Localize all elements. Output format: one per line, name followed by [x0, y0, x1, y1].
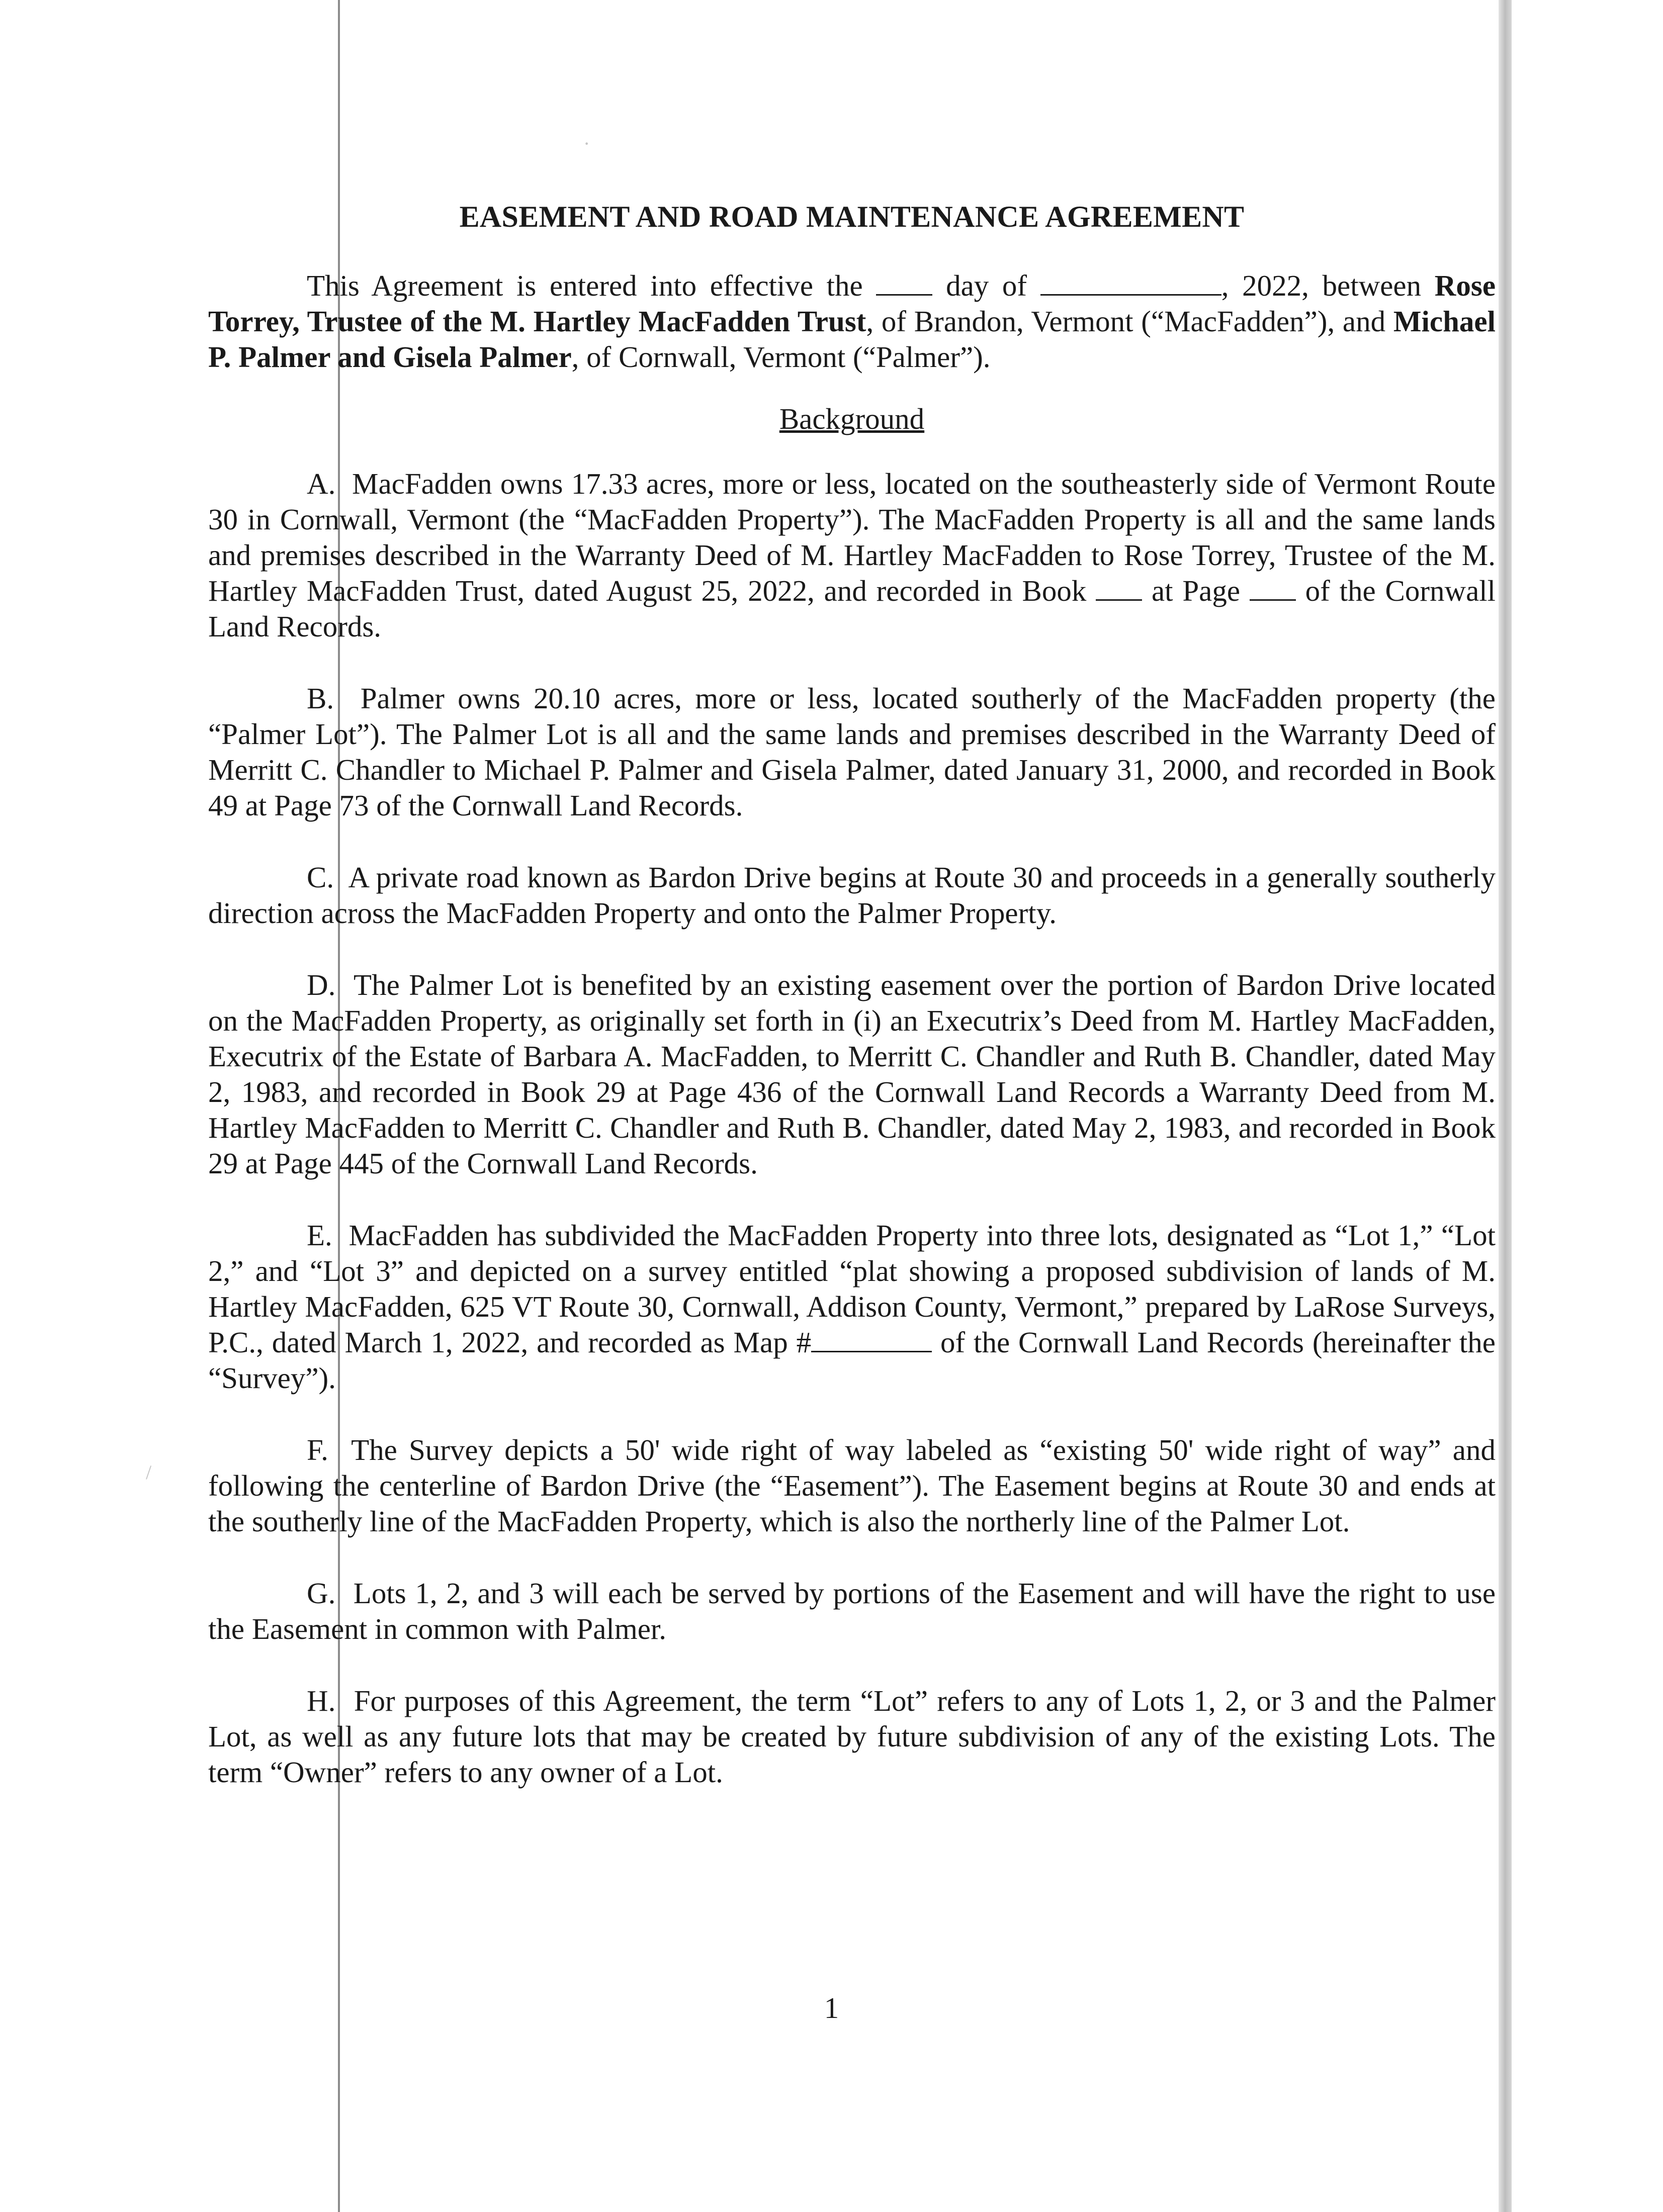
scan-speck: / [146, 1461, 152, 1484]
page-number: 1 [824, 1991, 839, 2024]
intro-text: , of Brandon, Vermont (“MacFadden”), and [866, 305, 1386, 338]
document-title: EASEMENT AND ROAD MAINTENANCE AGREEMENT [459, 200, 1245, 233]
recital-text: The Palmer Lot is benefited by an existing easement over the portion of Bardon Drive located on the MacFadden Property, as originally set forth in (i) an Executrix’s Deed from M. Hartley MacFadden, Executrix of the Estate of Barbara A. MacFadden, to Merritt C. Chandler and Ruth B. Chandler, dated May 2, 1983, and recorded in Book 29 at Page 436 of the Cornwall Land Records a Warranty Deed from M. Hartley MacFadden to Merritt C. Chandler and Ruth B. Chandler, dated May 2, 1983, and recorded in Book 29 at Page 445 of the Cornwall Land Records. [208, 968, 1496, 1180]
intro-text: , 2022, between [1221, 269, 1422, 302]
blank-book [1096, 574, 1142, 601]
recital-c [208, 860, 1496, 931]
scan-speck: · [583, 132, 590, 155]
party2-name: Michael P. Palmer and Gisela Palmer [208, 305, 1496, 374]
recital-letter: D. [307, 968, 336, 1001]
intro-text: day of [946, 269, 1027, 302]
recital-letter: G. [307, 1577, 336, 1610]
recital-text: The Survey depicts a 50' wide right of way labeled as “existing 50' wide right of way” and following the centerline of Bardon Drive (the “Easement”). The Easement begins at Route 30 and ends at the southerly line of the MacFadden Property, which is also the northerly line of the Palmer Lot. [208, 1433, 1496, 1538]
recital-d [208, 967, 1496, 1181]
recital-text: of the Cornwall Land Records (hereinafter the “Survey”). [208, 1326, 1496, 1395]
recital-f [208, 1432, 1496, 1539]
recital-text: Palmer owns 20.10 acres, more or less, located southerly of the MacFadden property (the “Palmer Lot”). The Palmer Lot is all and the same lands and premises described in the Warranty Deed of Merritt C. Chandler to Michael P. Palmer and Gisela Palmer, dated January 31, 2000, and recorded in Book 49 at Page 73 of the Cornwall Land Records. [208, 682, 1496, 822]
scan-page-edge [1499, 0, 1512, 2212]
recital-text: at Page [1151, 574, 1241, 607]
recital-e [208, 1218, 1496, 1396]
recital-h [208, 1683, 1496, 1790]
recital-letter: E. [307, 1219, 332, 1252]
recital-letter: H. [307, 1684, 336, 1717]
intro-paragraph [208, 268, 1496, 375]
blank-day [876, 269, 932, 296]
recital-text: of the Cornwall Land Records. [208, 574, 1496, 643]
blank-month [1040, 269, 1221, 296]
recital-letter: C. [307, 861, 334, 894]
blank-map-number [811, 1326, 932, 1352]
intro-text: This Agreement is entered into effective the [307, 269, 863, 302]
recital-text: MacFadden has subdivided the MacFadden Property into three lots, designated as “Lot 1,” “Lot 2,” and “Lot 3” and depicted on a survey entitled “plat showing a proposed subdivision of lands of M. Hartley MacFadden, 625 VT Route 30, Cornwall, Addison County, Vermont,” prepared by LaRose Surveys, P.C., dated March 1, 2022, and recorded as Map # [208, 1219, 1496, 1359]
recital-a [208, 466, 1496, 644]
recital-text: A private road known as Bardon Drive begins at Route 30 and proceeds in a generally southerly direction across the MacFadden Property and onto the Palmer Property. [208, 861, 1496, 930]
recital-text: MacFadden owns 17.33 acres, more or less, located on the southeasterly side of Vermont Route 30 in Cornwall, Vermont (the “MacFadden Property”). The MacFadden Property is all and the same lands and premises described in the Warranty Deed of M. Hartley MacFadden to Rose Torrey, Trustee of the M. Hartley MacFadden Trust, dated August 25, 2022, and recorded in Book [208, 467, 1496, 607]
recital-b [208, 681, 1496, 823]
recital-letter: B. [307, 682, 334, 715]
recital-letter: F. [307, 1433, 328, 1466]
blank-page [1250, 574, 1296, 601]
background-heading: Background [779, 402, 925, 435]
document-body [208, 191, 1496, 1826]
recital-text: For purposes of this Agreement, the term “Lot” refers to any of Lots 1, 2, or 3 and the Palmer Lot, as well as any future lots that may be created by future subdivision of any of the existing Lots. The term “Owner” refers to any owner of a Lot. [208, 1684, 1496, 1789]
intro-text: , of Cornwall, Vermont (“Palmer”). [571, 340, 991, 374]
party1-name: Rose Torrey, Trustee of the M. Hartley MacFadden Trust [208, 269, 1496, 338]
recital-letter: A. [307, 467, 336, 500]
recital-g [208, 1576, 1496, 1647]
recital-text: Lots 1, 2, and 3 will each be served by portions of the Easement and will have the right to use the Easement in common with Palmer. [208, 1577, 1496, 1645]
